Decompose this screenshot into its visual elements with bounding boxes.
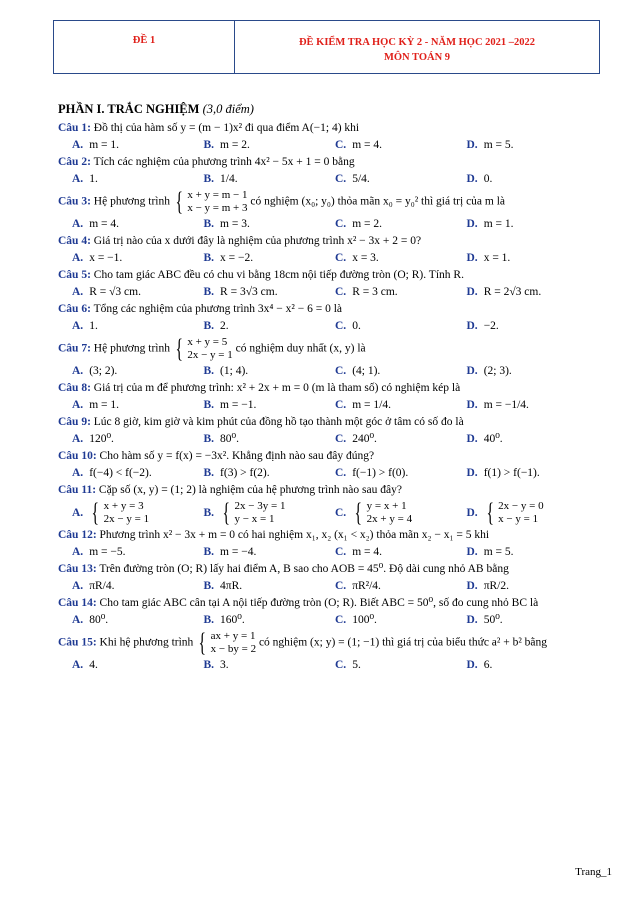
answer-options (72, 138, 598, 153)
equation-system (173, 189, 248, 215)
option-letter: D. (466, 580, 478, 592)
answer-options (72, 251, 598, 266)
option-letter: B. (203, 365, 215, 377)
question-text: Giá trị của m để phương trình: x² + 2x + m = 0 (m là tham số) có nghiệm kép là (93, 382, 461, 394)
answer-options (72, 172, 598, 187)
option-text: (1; 4). (220, 365, 249, 377)
option-letter: B. (203, 506, 215, 519)
equation-line: 2x + y = 4 (366, 513, 413, 525)
question-14 (58, 596, 598, 611)
brace-symbol: { (175, 187, 183, 216)
option-text: m = −5. (89, 546, 126, 558)
option-text: m = 3. (220, 218, 250, 230)
brace-symbol: { (354, 498, 363, 527)
answer-option (72, 545, 204, 560)
question-text: Tổng các nghiệm của phương trình 3x⁴ − x² − 6 = 0 là (93, 303, 342, 315)
answer-option (335, 432, 467, 447)
answer-option (204, 138, 336, 153)
answer-option (467, 172, 599, 187)
equation-line: y = x + 1 (366, 500, 407, 512)
equation-line: x + y = 5 (187, 336, 228, 348)
option-text: 6. (483, 659, 493, 671)
question-4 (58, 234, 598, 249)
option-letter: C. (335, 218, 347, 230)
question-text-cont: có nghiệm (x₀; y₀) thỏa mãn x₀ = y₀² thì giá trị của m là (250, 195, 506, 208)
answer-option (72, 500, 204, 526)
option-letter: A. (72, 320, 84, 332)
question-text: Tích các nghiệm của phương trình 4x² − 5x + 1 = 0 bằng (93, 156, 355, 168)
option-letter: B. (203, 399, 215, 411)
question-label: Câu 6: (58, 303, 91, 315)
answer-option (335, 285, 467, 300)
answer-option (72, 319, 204, 334)
brace-symbol: { (222, 498, 231, 527)
option-letter: A. (72, 546, 84, 558)
answer-option (335, 319, 467, 334)
option-text: m = 1. (89, 399, 119, 411)
option-letter: B. (203, 659, 215, 671)
equation-line: x − y = m + 3 (187, 202, 248, 214)
equation-lines (187, 189, 247, 215)
option-text: m = 4. (352, 139, 382, 151)
equation-line: x − y = 1 (498, 513, 539, 525)
option-text: 1/4. (220, 173, 238, 185)
answer-option (335, 138, 467, 153)
question-8 (58, 381, 598, 396)
question-label: Câu 1: (58, 122, 91, 134)
answer-option (72, 138, 204, 153)
answer-option (204, 613, 336, 628)
option-text: R = 2√3 cm. (483, 286, 542, 298)
option-letter: D. (466, 659, 478, 671)
question-9 (58, 415, 598, 430)
answer-option (467, 319, 599, 334)
option-letter: A. (72, 218, 84, 230)
answer-options (72, 545, 598, 560)
question-text: Cho tam giác ABC cân tại A nội tiếp đường tròn (O; R). Biết ABC = 50⁰, số đo cung nhỏ BC là (99, 597, 539, 609)
option-letter: C. (335, 173, 347, 185)
question-label: Câu 12: (58, 529, 97, 541)
answer-options (72, 613, 598, 628)
question-text: Hệ phương trình (93, 342, 170, 355)
option-letter: B. (203, 546, 215, 558)
option-letter: A. (72, 506, 84, 519)
answer-option (204, 545, 336, 560)
option-letter: A. (72, 286, 84, 298)
equation-line: 2x − y = 1 (187, 349, 233, 361)
equation-system (196, 630, 256, 656)
answer-option (204, 251, 336, 266)
answer-option (72, 285, 204, 300)
option-letter: A. (72, 659, 84, 671)
option-text: 5. (352, 659, 361, 671)
header-right-cell (235, 21, 599, 73)
brace-symbol: { (91, 498, 100, 527)
option-text: m = 5. (483, 139, 514, 151)
question-text: Đồ thị của hàm số y = (m − 1)x² đi qua điểm A(−1; 4) khi (93, 122, 360, 134)
answer-option (467, 364, 599, 379)
option-text: 160⁰. (220, 614, 245, 626)
question-list (58, 121, 598, 673)
option-letter: D. (466, 252, 478, 264)
answer-option (467, 613, 599, 628)
option-text: πR/2. (483, 580, 509, 592)
equation-system (173, 336, 233, 362)
answer-options (72, 500, 598, 526)
answer-option (72, 217, 204, 232)
answer-option (204, 579, 336, 594)
option-text: 80⁰. (89, 614, 109, 626)
answer-option (204, 364, 336, 379)
answer-option (204, 432, 336, 447)
equation-system (220, 500, 285, 526)
page-number: Trang_1 (575, 866, 612, 878)
question-15 (58, 630, 598, 656)
equation-lines (367, 500, 412, 526)
answer-option (335, 251, 467, 266)
question-12 (58, 528, 598, 543)
question-label: Câu 3: (58, 195, 91, 208)
option-text: (4; 1). (352, 365, 381, 377)
question-label: Câu 10: (58, 450, 97, 462)
exam-subject: MÔN TOÁN 9 (383, 52, 451, 63)
answer-option (335, 613, 467, 628)
answer-option (335, 398, 467, 413)
answer-option (204, 285, 336, 300)
answer-option (204, 319, 336, 334)
option-text: (2; 3). (483, 365, 512, 377)
option-letter: D. (466, 467, 478, 479)
option-text: m = −1/4. (483, 399, 529, 411)
equation-line: x + y = 3 (103, 500, 144, 512)
equation-system (89, 500, 149, 526)
question-label: Câu 7: (58, 342, 91, 355)
question-label: Câu 5: (58, 269, 91, 281)
question-label: Câu 11: (58, 484, 97, 496)
answer-options (72, 398, 598, 413)
equation-line: x − by = 2 (210, 643, 257, 655)
question-label: Câu 8: (58, 382, 91, 394)
option-text: πR²/4. (352, 580, 381, 592)
answer-option (204, 172, 336, 187)
option-letter: C. (335, 580, 347, 592)
answer-option (72, 432, 204, 447)
equation-system (484, 500, 544, 526)
option-letter: A. (72, 580, 84, 592)
option-text: f(3) > f(2). (220, 467, 270, 479)
option-text: 3. (220, 659, 229, 671)
equation-line: 2x − 3y = 1 (234, 500, 286, 512)
option-text: m = 4. (352, 546, 382, 558)
option-letter: B. (203, 433, 215, 445)
option-letter: C. (335, 659, 347, 671)
question-label: Câu 9: (58, 416, 91, 428)
equation-line: y − x = 1 (234, 513, 275, 525)
answer-option (335, 172, 467, 187)
answer-option (467, 398, 599, 413)
option-text: x = −1. (89, 252, 123, 264)
option-letter: C. (335, 399, 347, 411)
question-text: Cho hàm số y = f(x) = −3x². Khẳng định nào sau đây đúng? (99, 450, 375, 462)
option-text: f(1) > f(−1). (483, 467, 540, 479)
option-text: m = 1. (483, 218, 514, 230)
option-text: 100⁰. (352, 614, 377, 626)
header-table (53, 20, 600, 74)
exam-code: ĐỀ 1 (132, 35, 156, 46)
option-letter: C. (335, 506, 347, 519)
answer-option (335, 579, 467, 594)
question-text-cont: có nghiệm (x; y) = (1; −1) thì giá trị của biểu thức a² + b² bằng (258, 636, 548, 649)
option-letter: B. (203, 286, 215, 298)
question-text: Cho tam giác ABC đều có chu vi bằng 18cm nội tiếp đường tròn (O; R). Tính R. (93, 269, 464, 281)
answer-option (72, 398, 204, 413)
answer-option (467, 500, 599, 526)
question-label: Câu 4: (58, 235, 91, 247)
option-text: f(−4) < f(−2). (89, 467, 152, 479)
answer-option (72, 658, 204, 673)
answer-option (467, 285, 599, 300)
question-label: Câu 2: (58, 156, 91, 168)
question-5 (58, 268, 598, 283)
option-letter: D. (466, 320, 478, 332)
option-letter: D. (466, 218, 478, 230)
question-text-cont: có nghiệm duy nhất (x, y) là (235, 342, 366, 355)
option-letter: B. (203, 320, 215, 332)
answer-option (335, 500, 467, 526)
question-text: Lúc 8 giờ, kim giờ và kim phút của đồng hồ tạo thành một góc ở tâm có số đo là (93, 416, 464, 428)
option-text: x = 1. (483, 252, 511, 264)
option-letter: B. (203, 467, 215, 479)
equation-system (352, 500, 412, 526)
option-text: m = 5. (483, 546, 514, 558)
answer-option (467, 251, 599, 266)
option-text: 1. (89, 320, 98, 332)
option-text: 0. (483, 173, 493, 185)
option-letter: C. (335, 320, 347, 332)
answer-options (72, 285, 598, 300)
equation-line: 2x − y = 1 (103, 513, 150, 525)
brace-symbol: { (486, 498, 494, 527)
option-text: 2. (220, 320, 229, 332)
option-letter: C. (335, 614, 347, 626)
answer-option (335, 545, 467, 560)
question-label: Câu 14: (58, 597, 97, 609)
option-text: x = 3. (352, 252, 379, 264)
option-text: πR/4. (89, 580, 115, 592)
option-text: (3; 2). (89, 365, 118, 377)
option-letter: A. (72, 433, 84, 445)
option-letter: C. (335, 252, 347, 264)
answer-option (335, 364, 467, 379)
option-letter: B. (203, 218, 215, 230)
option-text: m = −4. (220, 546, 257, 558)
answer-option (204, 658, 336, 673)
answer-options (72, 466, 598, 481)
option-letter: C. (335, 139, 347, 151)
option-text: 4. (89, 659, 98, 671)
brace-symbol: { (175, 334, 183, 363)
option-letter: D. (466, 433, 478, 445)
option-letter: A. (72, 365, 84, 377)
option-text: R = √3 cm. (89, 286, 141, 298)
option-letter: A. (72, 173, 84, 185)
option-letter: B. (203, 580, 215, 592)
exam-body (58, 102, 598, 675)
question-11 (58, 483, 598, 498)
option-letter: B. (203, 173, 215, 185)
answer-option (204, 500, 336, 526)
option-letter: A. (72, 614, 84, 626)
option-letter: A. (72, 399, 84, 411)
answer-option (72, 466, 204, 481)
option-letter: D. (466, 614, 478, 626)
answer-options (72, 658, 598, 673)
answer-option (72, 251, 204, 266)
option-letter: B. (203, 614, 215, 626)
question-label: Câu 15: (58, 636, 97, 649)
equation-line: 2x − y = 0 (498, 500, 544, 512)
option-text: m = 2. (352, 218, 382, 230)
answer-option (467, 217, 599, 232)
option-letter: A. (72, 467, 84, 479)
option-letter: A. (72, 139, 84, 151)
option-letter: C. (335, 433, 347, 445)
question-10 (58, 449, 598, 464)
answer-option (335, 466, 467, 481)
question-13 (58, 562, 598, 577)
question-2 (58, 155, 598, 170)
exam-title: ĐỀ KIỂM TRA HỌC KỲ 2 - NĂM HỌC 2021 –2022 (298, 37, 536, 48)
option-text: 80⁰. (220, 433, 240, 445)
question-1 (58, 121, 598, 136)
answer-option (335, 658, 467, 673)
option-text: 50⁰. (483, 614, 503, 626)
equation-line: ax + y = 1 (210, 630, 256, 642)
section-title: PHẦN I. TRẮC NGHIỆM (3,0 điểm) (58, 102, 254, 116)
answer-option (204, 466, 336, 481)
question-label: Câu 13: (58, 563, 97, 575)
answer-option (467, 579, 599, 594)
option-text: m = 1. (89, 139, 119, 151)
option-letter: C. (335, 546, 347, 558)
question-text: Cặp số (x, y) = (1; 2) là nghiệm của hệ phương trình nào sau đây? (98, 484, 402, 496)
option-letter: D. (466, 399, 478, 411)
option-text: 120⁰. (89, 433, 114, 445)
answer-option (204, 217, 336, 232)
option-text: R = 3 cm. (352, 286, 398, 298)
option-text: 240⁰. (352, 433, 377, 445)
option-text: 4πR. (220, 580, 243, 592)
option-text: R = 3√3 cm. (220, 286, 278, 298)
option-letter: D. (466, 506, 478, 519)
question-text: Trên đường tròn (O; R) lấy hai điểm A, B sao cho AOB = 45⁰. Độ dài cung nhỏ AB bằng (99, 563, 509, 575)
option-text: m = 2. (220, 139, 250, 151)
option-letter: C. (335, 286, 347, 298)
question-3 (58, 189, 598, 215)
option-text: m = 1/4. (352, 399, 391, 411)
answer-option (467, 138, 599, 153)
brace-symbol: { (198, 628, 207, 657)
option-text: −2. (483, 320, 499, 332)
answer-option (467, 432, 599, 447)
option-letter: B. (203, 139, 215, 151)
answer-option (72, 579, 204, 594)
question-6 (58, 302, 598, 317)
answer-options (72, 432, 598, 447)
question-text: Phương trình x² − 3x + m = 0 có hai nghiệm x₁, x₂ (x₁ < x₂) thỏa mãn x₂ − x₁ = 5 khi (99, 529, 490, 541)
answer-option (467, 658, 599, 673)
answer-options (72, 217, 598, 232)
question-7 (58, 336, 598, 362)
answer-option (72, 364, 204, 379)
option-text: 0. (352, 320, 361, 332)
option-text: m = −1. (220, 399, 257, 411)
option-text: 1. (89, 173, 98, 185)
option-text: x = −2. (220, 252, 254, 264)
option-letter: D. (466, 139, 478, 151)
question-text: Giá trị nào của x dưới đây là nghiệm của phương trình x² − 3x + 2 = 0? (93, 235, 422, 247)
option-text: m = 4. (89, 218, 119, 230)
option-letter: B. (203, 252, 215, 264)
equation-lines (211, 630, 256, 656)
question-text: Khi hệ phương trình (99, 636, 194, 649)
equation-line: x + y = m − 1 (187, 189, 248, 201)
answer-options (72, 319, 598, 334)
question-text: Hệ phương trình (93, 195, 170, 208)
header-left-cell (54, 21, 235, 73)
option-text: 5/4. (352, 173, 370, 185)
option-letter: D. (466, 546, 478, 558)
equation-lines (235, 500, 286, 526)
option-letter: C. (335, 365, 347, 377)
answer-option (72, 172, 204, 187)
option-text: f(−1) > f(0). (352, 467, 409, 479)
option-letter: D. (466, 365, 478, 377)
answer-option (467, 466, 599, 481)
answer-option (467, 545, 599, 560)
option-letter: D. (466, 173, 478, 185)
answer-option (204, 398, 336, 413)
answer-options (72, 579, 598, 594)
option-letter: C. (335, 467, 347, 479)
equation-lines (498, 500, 543, 526)
answer-option (335, 217, 467, 232)
equation-lines (187, 336, 232, 362)
answer-options (72, 364, 598, 379)
option-letter: A. (72, 252, 84, 264)
equation-lines (104, 500, 149, 526)
answer-option (72, 613, 204, 628)
option-letter: D. (466, 286, 478, 298)
option-text: 40⁰. (483, 433, 503, 445)
